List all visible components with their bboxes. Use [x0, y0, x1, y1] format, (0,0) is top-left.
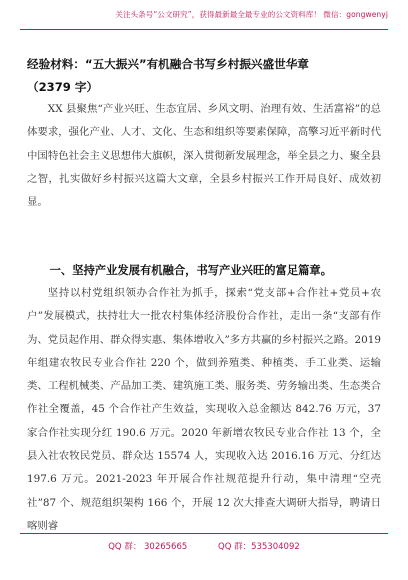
article-title: 经验材料：“五大振兴”有机融合书写乡村振兴盛世华章 [27, 57, 309, 71]
intro-paragraph: XX 县聚焦“产业兴旺、生态宜居、乡风文明、治理有效、生活富裕”的总体要求，强化产业、人才、文化、生态和组织等要素保障，高擎习近平新时代中国特色社会主义思想伟大旗帜，深入贯彻新发展理念，举全县之力、聚全县之智，扎实做好乡村振兴这篇大文章，全县乡村振兴工作开局良好、成效初显。 [27, 103, 381, 209]
footer-qq-group-2: QQ 群：535304092 [218, 542, 300, 552]
header-banner: 关注头条号“公文研究”，获得最新最全最专业的公文资料库！ 微信：gongwenyj [115, 10, 388, 19]
section-heading: 一、坚持产业发展有机融合，书写产业兴旺的富足篇章。 [49, 264, 333, 277]
footer-contacts [0, 540, 408, 552]
footer-divider [20, 533, 388, 534]
header-divider [20, 29, 388, 30]
word-count: （2379 字） [27, 80, 99, 94]
section-body-paragraph: 坚持以村党组织领办合作社为抓手，探索“党支部+合作社+党员+农户”发展模式，扶持壮大一批农村集体经济股份合作社，走出一条“支部有作为、党员起作用、群众得实惠、集体增收入”多方共赢的乡村振兴之路。2019 年组建农牧民专业合作社 220 个，做到养殖类、种植类、手工业类、运输类、工程机械类、产品加工类、建筑施工类、服务类、劳务输出类、生态类合作社全覆盖，45 个合作社产生效益，实现收入总金额达 842.76 万元，37 家合作社实现分红 190.6 万元。2020 年新增农牧民专业合作社 13 个，全县入社农牧民党员、群众达 15574 人，实现收入达 2016.16 万元、分红达 197.6 万元。2021-2023 年开展合作社规范提升行动，集中清理“空壳社”87 个、规范组织架构 166 个，开展 12 次大排查大调研大指导，聘请日喀则睿 [27, 287, 381, 532]
footer-qq-group-1: QQ 群： 30265665 [108, 542, 188, 552]
